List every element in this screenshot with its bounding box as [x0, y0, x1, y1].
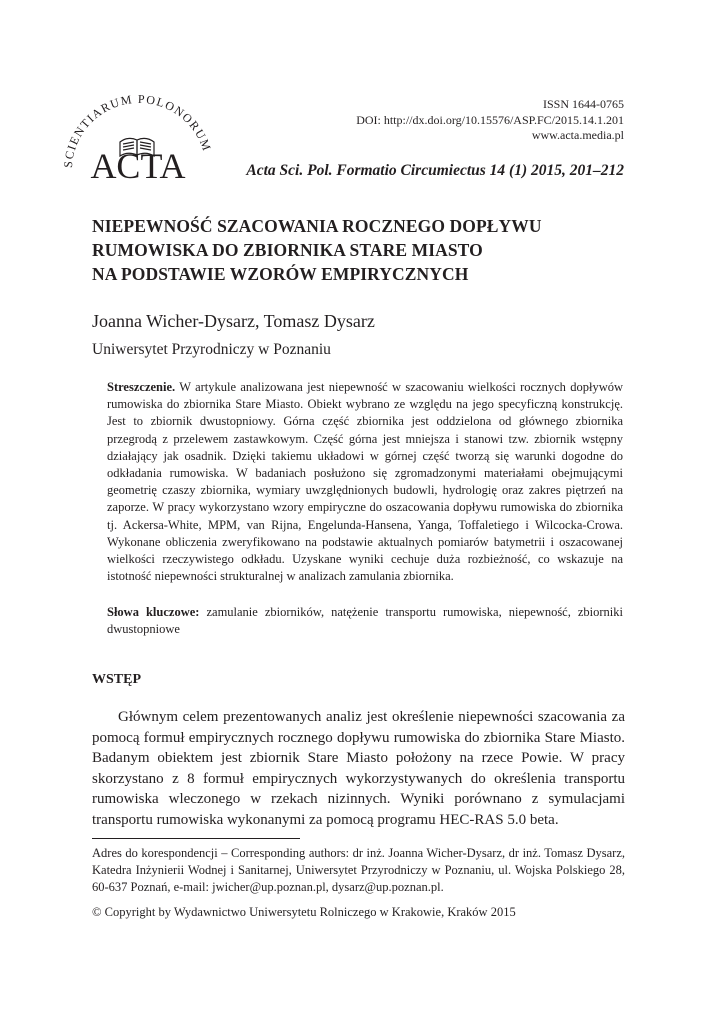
- keywords-text: zamulanie zbiorników, natężenie transportu rumowiska, niepewność, zbiorniki dwustopniowe: [107, 605, 623, 637]
- logo-word: ACTA: [90, 146, 186, 182]
- doi: DOI: http://dx.doi.org/10.15576/ASP.FC/2015.14.1.201: [356, 112, 624, 127]
- copyright-notice: © Copyright by Wydawnictwo Uniwersytetu Rolniczego w Krakowie, Kraków 2015: [92, 905, 516, 919]
- logo-arc-text: SCIENTIARUM POLONORUM: [60, 92, 215, 169]
- intro-paragraph: Głównym celem prezentowanych analiz jest określenie niepewności szacowania za pomocą formuł empirycznych rocznego dopływu rumowiska do zbiornika Stare Miasto. Badanym obiektem jest zbiornik Stare Miasto położony na rzece Powie. W pracy skorzystano z 8 formuł empirycznych wykorzystywanych do określenia transportu rumowiska wleczonego w rzekach nizinnych. Wyniki porównano z symulacjami transportu rumowiska wykonanymi za pomocą programu HEC-RAS 5.0 beta.: [92, 709, 625, 828]
- section-heading: WSTĘP: [92, 672, 142, 687]
- correspondence-footnote: Adres do korespondencji – Corresponding authors: dr inż. Joanna Wicher-Dysarz, dr inż. Tomasz Dysarz, Katedra Inżynierii Wodnej i Sanitarnej, Uniwersytet Przyrodniczy w Poznaniu, ul. Wojska Polskiego 28, 60-637 Poznań, e-mail: jwicher@up.poznan.pl, dysarz@up.poznan.pl.: [92, 846, 625, 895]
- publication-identifiers: [356, 97, 624, 144]
- title-line: NIEPEWNOŚĆ SZACOWANIA ROCZNEGO DOPŁYWU: [92, 216, 542, 236]
- abstract-label: Streszczenie.: [107, 380, 176, 394]
- keywords: [107, 604, 623, 638]
- authors: Joanna Wicher-Dysarz, Tomasz Dysarz: [92, 311, 375, 331]
- affiliation: Uniwersytet Przyrodniczy w Poznaniu: [92, 341, 331, 358]
- abstract: [107, 379, 623, 585]
- title-line: NA PODSTAWIE WZORÓW EMPIRYCZNYCH: [92, 264, 469, 284]
- journal-logo: [58, 92, 218, 182]
- abstract-text: W artykule analizowana jest niepewność w szacowaniu wielkości rocznych dopływów rumowiska do zbiornika Stare Miasto. Obiekt wybrano ze względu na jego specyficzną konstrukcję. Jest to zbiornik dwustopniowy. Górna część zbiornika jest oddzielona od głównego zbiornika przegrodą z przelewem zastawkowym. Część górna jest mniejsza i stanowi tzw. zbiornik wstępny działający jak osadnik. Dzięki takiemu układowi w górnej część tworzą się warunki dogodne do odkładania rumowiska. W badaniach posłużono się zgromadzonymi materiałami obejmującymi geometrię czaszy zbiornika, wymiary uwzględnionych budowli, hydrologię oraz zakres piętrzeń na zaporze. W pracy wykorzystano wzory empiryczne do oszacowania dopływu rumowiska do zbiornika tj. Ackersa-White, MPM, van Rijna, Engelunda-Hansena, Yanga, Toffaletiego i Wilcocka-Crowa. Wykonane obliczenia zweryfikowano na podstawie aktualnych pomiarów batymetrii i oszacowanej wielkości rzeczywistego odkładu. Uzyskane wyniki cechuje duża rozbieżność, co wskazuje na istotność niepewności strukturalnej w analizach zamulania zbiornika.: [107, 380, 624, 584]
- journal-citation: Acta Sci. Pol. Formatio Circumiectus 14 (1) 2015, 201–212: [246, 162, 624, 179]
- title-line: RUMOWISKA DO ZBIORNIKA STARE MIASTO: [92, 240, 483, 260]
- footnote-divider: [92, 838, 300, 839]
- issn: ISSN 1644-0765: [542, 97, 624, 111]
- keywords-label: Słowa kluczowe:: [107, 605, 200, 619]
- article-title: [92, 214, 632, 286]
- website: www.acta.media.pl: [531, 128, 624, 142]
